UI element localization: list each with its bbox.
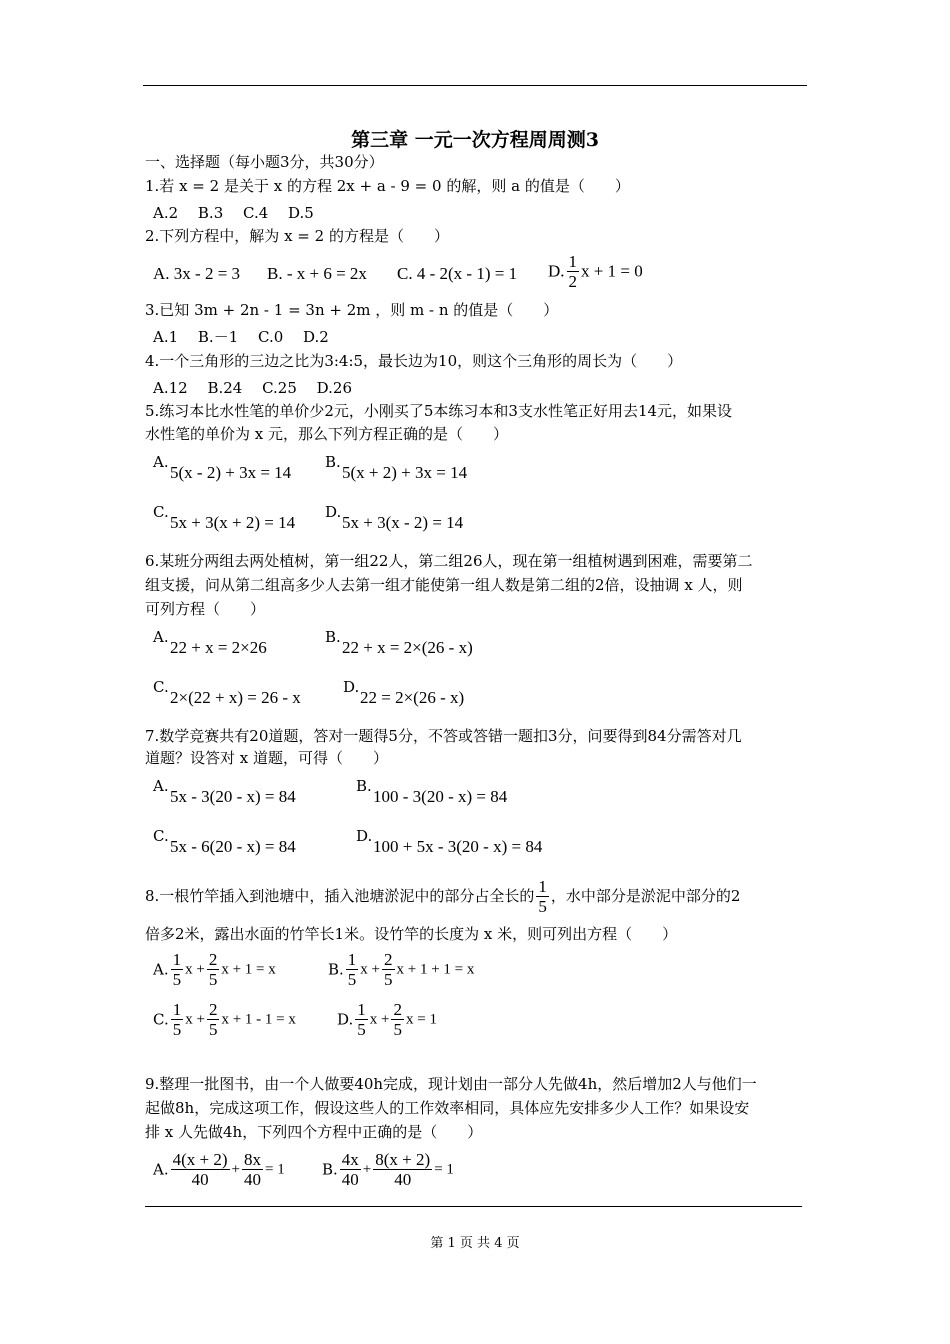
q9-stem-line3: 排 x 人先做4h，下列四个方程中正确的是（ ） [145,1123,483,1141]
q8-d-label: D. [337,1010,354,1029]
q5-stem-line2: 水性笔的单价为 x 元，那么下列方程正确的是（ ） [145,425,508,443]
numerator: 1 [538,876,547,896]
header-rule [143,85,807,86]
q9-option-b [322,1150,454,1189]
fraction [391,1000,404,1039]
equals: = 1 [434,1161,454,1178]
operator: x + [360,961,381,978]
q2-option-c: C. 4 - 2(x - 1) = 1 [397,264,518,283]
fraction [171,1150,230,1189]
q6-b-label: B. [325,628,341,646]
q2-option-b: B. - x + 6 = 2x [267,264,367,283]
denominator: 5 [393,1020,402,1039]
q5-option-a: 5(x - 2) + 3x = 14 [170,463,292,482]
q9-option-a [153,1150,285,1189]
q7-option-b: 100 - 3(20 - x) = 84 [373,787,508,806]
q1-stem: 1.若 x = 2 是关于 x 的方程 2x + a - 9 = 0 的解，则 a 的值是（ ） [145,177,630,195]
q6-stem-line1: 6.某班分两组去两处植树，第一组22人，第二组26人，现在第一组植树遇到困难，需要第二 [145,552,753,570]
page-title: 第三章 一元一次方程周周测3 [351,129,599,151]
q6-option-c: 2×(22 + x) = 26 - x [170,688,301,707]
q8-stem-pre: 8.一根竹竿插入到池塘中，插入池塘淤泥中的部分占全长的 [145,887,535,905]
q8-option-c [153,1000,296,1039]
equals: = 1 [265,1161,285,1178]
operator: + [231,1161,240,1178]
q8-option-d [337,1000,437,1039]
q3-stem: 3.已知 3m + 2n - 1 = 3n + 2m ，则 m - n 的值是（ ） [145,301,559,319]
numerator: 1 [347,950,357,969]
q2-d-rest: x + 1 = 0 [581,261,643,281]
q8-stem-line1 [145,873,740,918]
fraction [382,950,395,989]
q3-options: A.1 B.－1 C.0 D.2 [153,328,329,346]
q8-a-rest: x + 1 = x [221,961,276,978]
fraction [373,1150,432,1189]
q2-option-a: A. 3x - 2 = 3 [153,264,241,283]
operator: x + [369,1011,390,1028]
q2-stem: 2.下列方程中，解为 x = 2 的方程是（ ） [145,227,449,245]
denominator: 5 [172,970,182,989]
q9-a-label: A. [153,1160,169,1179]
q2-option-d [548,252,643,291]
numerator: 4x [341,1150,359,1169]
numerator: 2 [384,950,393,969]
q4-options: A.12 B.24 C.25 D.26 [153,379,353,397]
fraction [207,1000,220,1039]
numerator: 1 [357,1000,366,1019]
q5-c-label: C. [153,503,169,521]
denominator: 40 [394,1170,412,1189]
q7-stem-line1: 7.数学竞赛共有20道题，答对一题得5分，不答或答错一题扣3分，问要得到84分需答对几 [145,727,742,745]
q8-option-b [328,950,474,989]
numerator: 2 [393,1000,402,1019]
fraction [346,950,359,989]
q7-d-label: D. [356,827,373,845]
q8-stem-post: ，水中部分是淤泥中部分的2 [550,887,741,905]
numerator: 1 [172,1000,182,1019]
fraction [340,1150,361,1189]
operator: x + [185,1011,205,1028]
q6-stem-line2: 组支援，问从第二组高多少人去第一组才能使第一组人数是第二组的2倍，设抽调 x 人，则 [145,576,743,594]
fraction [355,1000,368,1039]
q7-a-label: A. [153,777,169,795]
q6-stem-line3: 可列方程（ ） [145,600,266,618]
denominator: 40 [341,1170,359,1189]
q6-option-a: 22 + x = 2×26 [170,638,267,657]
denominator: 5 [208,970,218,989]
q6-d-label: D. [343,678,360,696]
q7-stem-line2: 道题？设答对 x 道题，可得（ ） [145,749,388,767]
denominator: 40 [244,1170,261,1189]
fraction [171,950,184,989]
footer-rule [145,1206,802,1207]
page-footer: 第 1 页 共 4 页 [430,1236,520,1251]
q5-d-label: D. [325,503,342,521]
section-heading: 一、选择题（每小题3分，共30分） [145,153,384,171]
numerator: 2 [208,1000,218,1019]
numerator: 2 [208,950,218,969]
denominator: 2 [568,272,578,291]
q6-option-b: 22 + x = 2×(26 - x) [342,638,473,657]
fraction [171,1000,184,1039]
q9-b-label: B. [322,1160,338,1179]
numerator: 8(x + 2) [375,1150,431,1169]
q5-option-d: 5x + 3(x - 2) = 14 [342,513,464,532]
denominator: 5 [384,970,393,989]
denominator: 5 [208,1020,218,1039]
q6-a-label: A. [153,628,169,646]
q8-d-rest: x = 1 [405,1011,437,1028]
q5-option-b: 5(x + 2) + 3x = 14 [342,463,468,482]
operator: + [362,1161,372,1178]
fraction [536,877,549,916]
q1-options: A.2 B.3 C.4 D.5 [153,204,314,222]
q8-b-rest: x + 1 + 1 = x [396,961,475,978]
fraction [242,1150,263,1189]
q7-b-label: B. [356,777,372,795]
q8-a-label: A. [153,960,169,979]
q7-c-label: C. [153,827,169,845]
denominator: 5 [357,1020,366,1039]
denominator: 5 [538,896,547,916]
q9-stem-line1: 9.整理一批图书，由一个人做要40h完成，现计划由一部分人先做4h，然后增加2人与他们一 [145,1075,757,1093]
q5-stem-line1: 5.练习本比水性笔的单价少2元，小刚买了5本练习本和3支水性笔正好用去14元，如果设 [145,402,733,420]
numerator: 8x [244,1150,261,1169]
denominator: 5 [347,970,357,989]
q8-b-label: B. [328,960,344,979]
q5-option-c: 5x + 3(x + 2) = 14 [170,513,296,532]
q8-c-rest: x + 1 - 1 = x [221,1011,296,1028]
q8-c-label: C. [153,1010,169,1029]
q7-option-d: 100 + 5x - 3(20 - x) = 84 [373,837,543,856]
numerator: 1 [172,950,182,969]
fraction [207,950,220,989]
q8-option-a [153,950,276,989]
denominator: 40 [191,1170,209,1189]
fraction [567,252,580,291]
q7-option-a: 5x - 3(20 - x) = 84 [170,787,296,806]
numerator: 1 [568,252,578,271]
q4-stem: 4.一个三角形的三边之比为3:4:5，最长边为10，则这个三角形的周长为（ ） [145,352,683,370]
q6-c-label: C. [153,678,169,696]
q5-a-label: A. [153,453,169,471]
q2-d-label: D. [548,261,565,281]
q6-option-d: 22 = 2×(26 - x) [360,688,465,707]
operator: x + [185,961,205,978]
q9-stem-line2: 起做8h，完成这项工作，假设这些人的工作效率相同，具体应先安排多少人工作？如果设安 [145,1099,750,1117]
denominator: 5 [172,1020,182,1039]
q8-stem-line2: 倍多2米，露出水面的竹竿长1米。设竹竿的长度为 x 米，则可列出方程（ ） [145,925,678,943]
q5-b-label: B. [325,453,341,471]
numerator: 4(x + 2) [172,1150,228,1169]
q7-option-c: 5x - 6(20 - x) = 84 [170,837,296,856]
